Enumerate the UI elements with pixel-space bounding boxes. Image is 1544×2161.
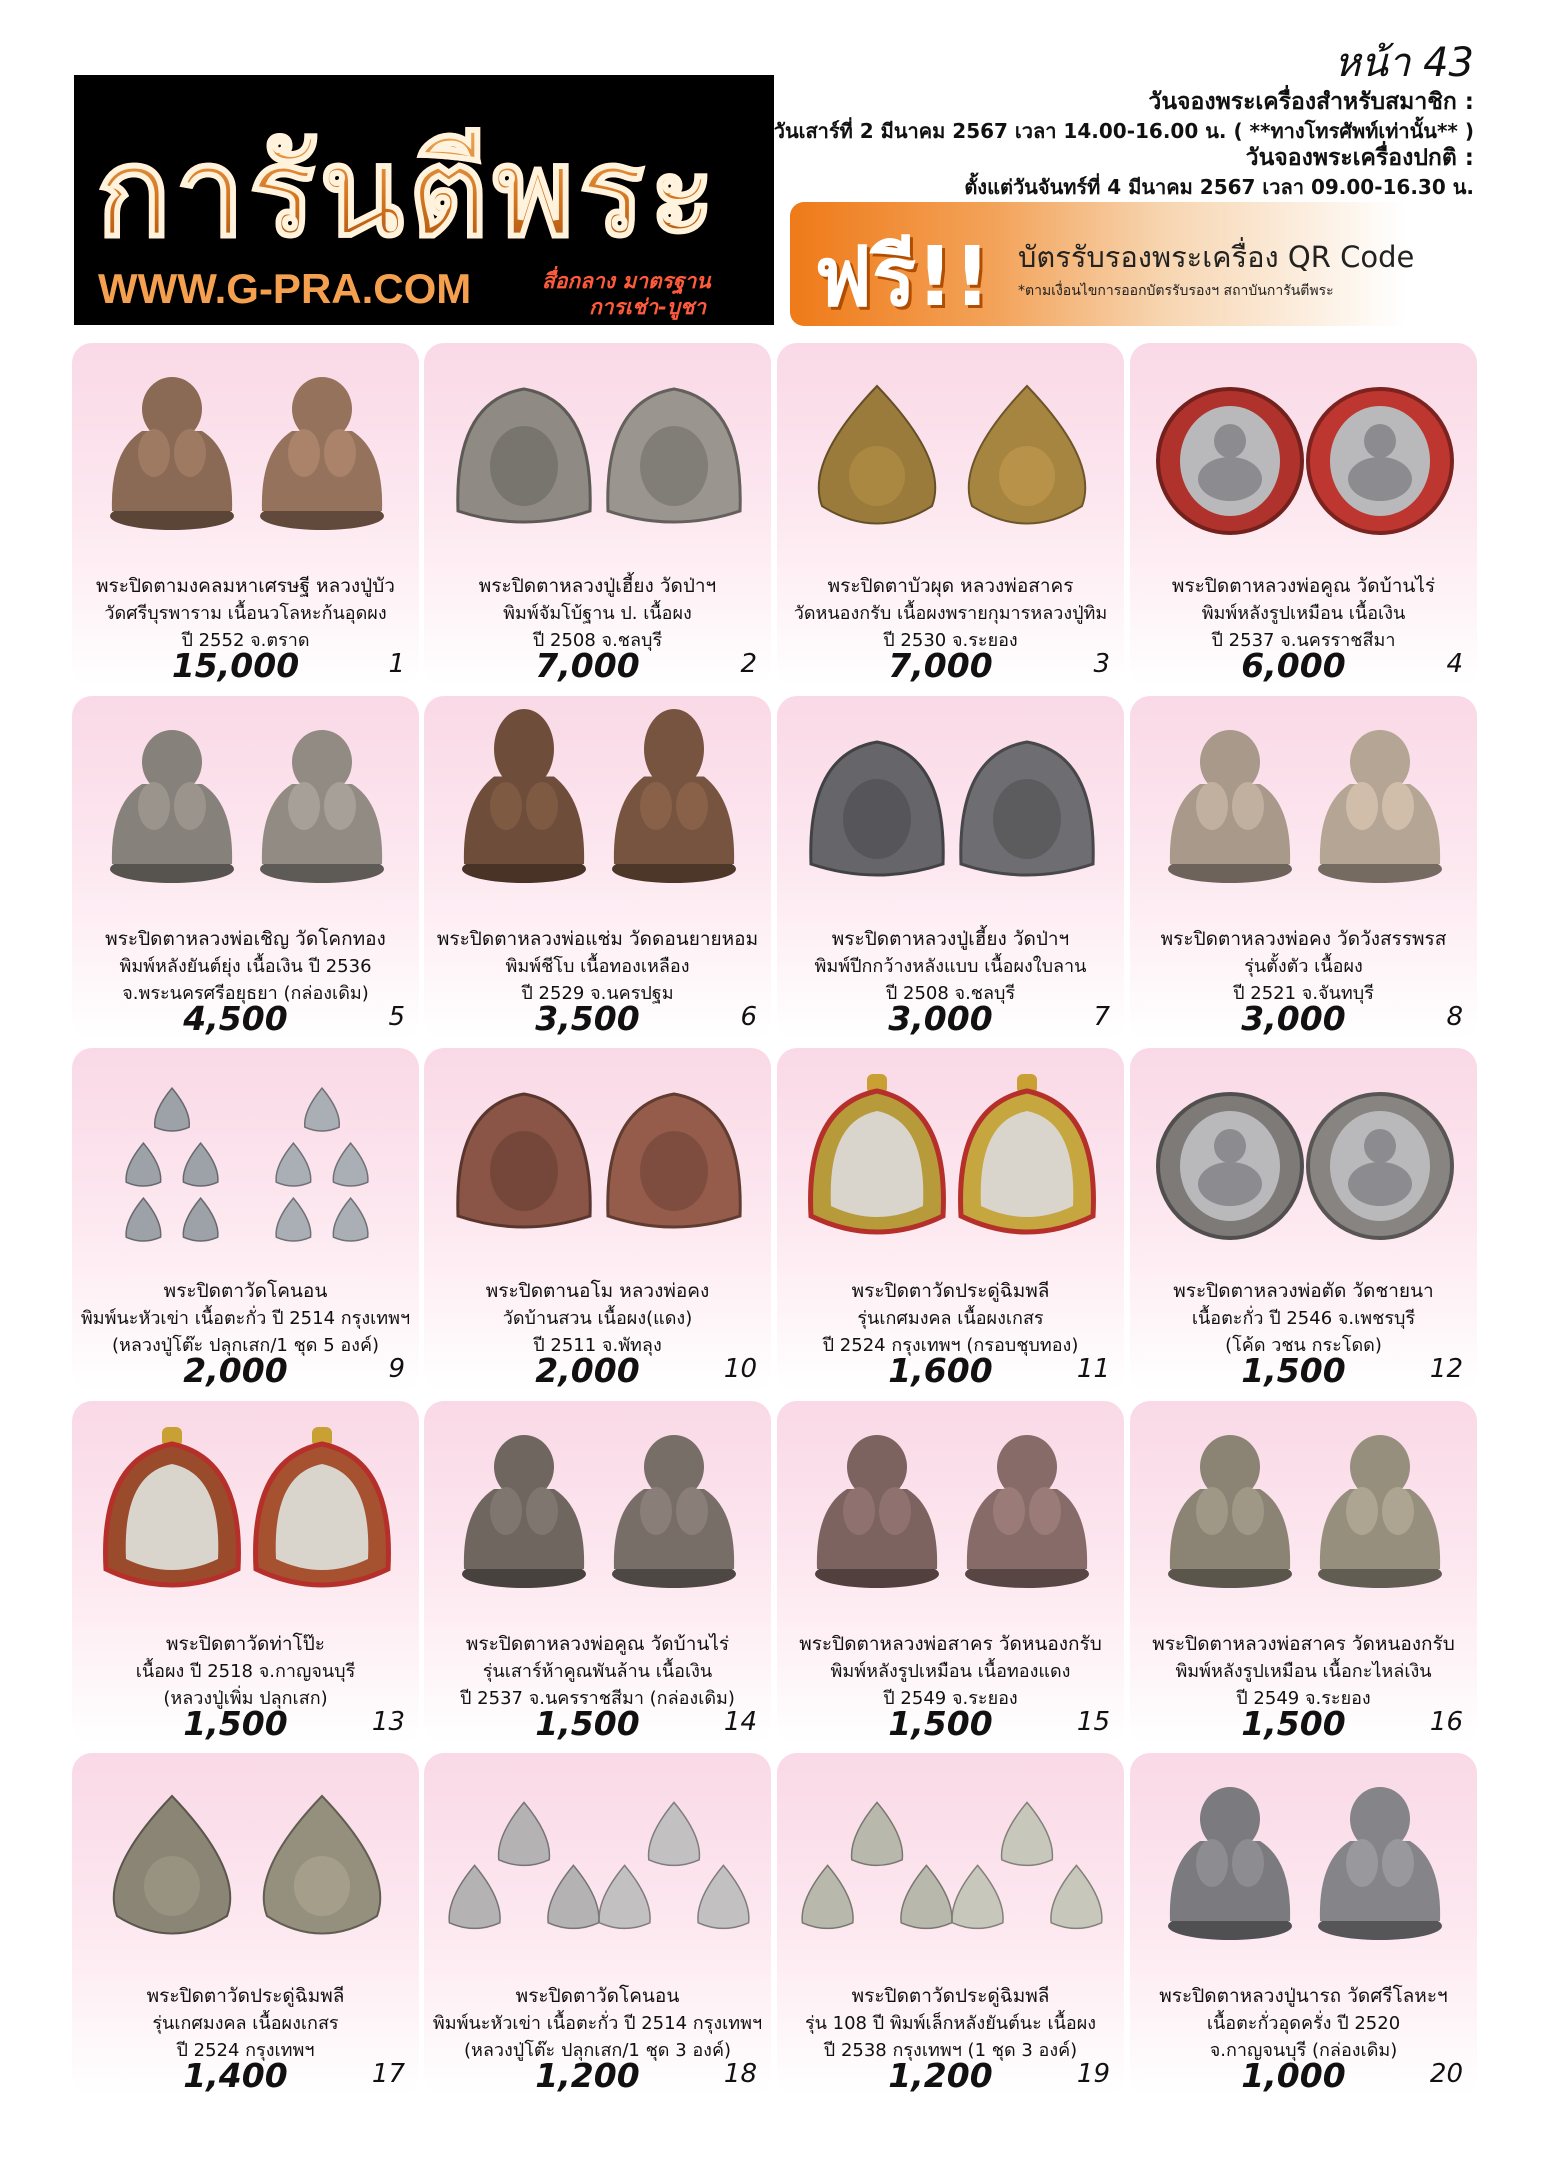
amulet-number: 12 bbox=[1429, 1354, 1463, 1384]
amulet-description-line: พระปิดตาหลวงพ่อแช่ม วัดดอนยายหอม bbox=[436, 928, 759, 950]
amulet-description-line: พระปิดตาวัดประดู่ฉิมพลี bbox=[851, 1985, 1050, 2007]
amulet-price: 1,400 bbox=[183, 2056, 288, 2095]
amulet-description-line: ปี 2552 จ.ตราด bbox=[181, 630, 310, 651]
amulet-description-line: ปี 2549 จ.ระยอง bbox=[883, 1688, 1018, 1709]
amulet-card bbox=[424, 696, 771, 1039]
amulet-price: 1,200 bbox=[535, 2056, 640, 2095]
amulet-description bbox=[428, 1631, 767, 1712]
amulet-description-line: พระปิดตาวัดโคนอน bbox=[163, 1280, 328, 1302]
amulet-description-line: ปี 2537 จ.นครราชสีมา bbox=[1211, 630, 1396, 651]
amulet-photo bbox=[424, 343, 771, 561]
normal-booking-time: ตั้งแต่วันจันทร์ที่ 4 มีนาคม 2567 เวลา 09.00-16.30 น. bbox=[964, 174, 1474, 199]
free-label: ฟรี!! bbox=[814, 230, 991, 325]
amulet-description-line: วัดหนองกรับ เนื้อผงพรายกุมารหลวงปู่ทิม bbox=[793, 603, 1108, 624]
amulet-number: 15 bbox=[1076, 1707, 1110, 1737]
amulet-description-line: ปี 2537 จ.นครราชสีมา (กล่องเดิม) bbox=[460, 1688, 735, 1709]
amulet-description-line: พระปิดตาบัวผุด หลวงพ่อสาคร bbox=[827, 575, 1074, 597]
amulet-price: 15,000 bbox=[171, 646, 300, 685]
banner-text: บัตรรับรองพระเครื่อง QR Code bbox=[1018, 240, 1415, 274]
amulet-card bbox=[72, 1401, 419, 1744]
amulet-photo bbox=[777, 1048, 1124, 1266]
amulet-card bbox=[424, 1401, 771, 1744]
amulet-description bbox=[428, 926, 767, 1007]
amulet-description-line: พระปิดตาวัดประดู่ฉิมพลี bbox=[146, 1985, 345, 2007]
brand-logo bbox=[74, 75, 774, 325]
amulet-description bbox=[1134, 573, 1473, 654]
amulet-card bbox=[72, 1048, 419, 1391]
amulet-description bbox=[1134, 1983, 1473, 2064]
amulet-description-line: ปี 2508 จ.ชลบุรี bbox=[532, 630, 663, 651]
amulet-price: 1,600 bbox=[888, 1351, 993, 1390]
amulet-photo bbox=[1130, 343, 1477, 561]
amulet-number: 11 bbox=[1076, 1354, 1110, 1384]
amulet-price: 7,000 bbox=[888, 646, 993, 685]
amulet-description-line: พระปิดตาหลวงพ่อสาคร วัดหนองกรับ bbox=[799, 1633, 1102, 1655]
amulet-card bbox=[777, 343, 1124, 686]
amulet-photo bbox=[72, 1048, 419, 1266]
amulet-description-line: พระปิดตานอโม หลวงพ่อคง bbox=[485, 1280, 710, 1302]
amulet-card bbox=[777, 1048, 1124, 1391]
amulet-price: 1,000 bbox=[1241, 2056, 1346, 2095]
booking-info bbox=[774, 88, 1474, 200]
amulet-price: 1,200 bbox=[888, 2056, 993, 2095]
amulet-card bbox=[72, 696, 419, 1039]
amulet-description bbox=[1134, 926, 1473, 1007]
amulet-card bbox=[1130, 1753, 1477, 2096]
amulet-description-line: พิมพ์หลังรูปเหมือน เนื้อเงิน bbox=[1201, 603, 1406, 624]
amulet-description-line: พระปิดตาวัดประดู่ฉิมพลี bbox=[851, 1280, 1050, 1302]
amulet-photo bbox=[72, 696, 419, 914]
amulet-number: 13 bbox=[371, 1707, 405, 1737]
amulet-price: 1,500 bbox=[183, 1704, 288, 1743]
amulet-price: 1,500 bbox=[535, 1704, 640, 1743]
amulet-card bbox=[72, 343, 419, 686]
amulet-price: 3,500 bbox=[535, 999, 640, 1038]
amulet-description bbox=[76, 573, 415, 654]
amulet-price: 4,500 bbox=[183, 999, 288, 1038]
amulet-description-line: รุ่น 108 ปี พิมพ์เล็กหลังยันต์นะ เนื้อผง bbox=[804, 2013, 1097, 2034]
amulet-card bbox=[424, 1048, 771, 1391]
amulet-number: 19 bbox=[1076, 2059, 1110, 2089]
amulet-description-line: ปี 2530 จ.ระยอง bbox=[883, 630, 1018, 651]
amulet-description bbox=[428, 1278, 767, 1359]
amulet-description-line: พิมพ์หลังรูปเหมือน เนื้อกะไหล่เงิน bbox=[1175, 1661, 1432, 1682]
amulet-card bbox=[424, 343, 771, 686]
amulet-card bbox=[72, 1753, 419, 2096]
amulet-number: 4 bbox=[1446, 649, 1463, 679]
free-certificate-banner bbox=[790, 202, 1474, 326]
amulet-description-line: ปี 2529 จ.นครปฐม bbox=[521, 983, 674, 1004]
amulet-description-line: เนื้อผง ปี 2518 จ.กาญจนบุรี bbox=[135, 1661, 356, 1682]
amulet-description-line: พระปิดตาหลวงปู่เฮี้ยง วัดป่าฯ bbox=[831, 928, 1070, 950]
amulet-description-line: พระปิดตาวัดโคนอน bbox=[515, 1985, 680, 2007]
amulet-description-line: ปี 2524 กรุงเทพฯ (กรอบชุบทอง) bbox=[822, 1335, 1079, 1356]
amulet-price: 1,500 bbox=[1241, 1704, 1346, 1743]
logo-tagline-1: สื่อกลาง มาตรฐาน bbox=[542, 269, 711, 293]
amulet-description-line: พระปิดตามงคลมหาเศรษฐี หลวงปู่บัว bbox=[96, 575, 395, 597]
amulet-description bbox=[76, 1983, 415, 2064]
amulet-description-line: (หลวงปู่เพิ่ม ปลุกเสก) bbox=[163, 1688, 328, 1709]
amulet-number: 10 bbox=[723, 1354, 757, 1384]
amulet-description-line: พิมพ์ปีกกว้างหลังแบบ เนื้อผงใบลาน bbox=[814, 956, 1087, 977]
amulet-photo bbox=[424, 1401, 771, 1619]
amulet-description-line: รุ่นตั้งตัว เนื้อผง bbox=[1244, 956, 1363, 977]
amulet-number: 3 bbox=[1093, 649, 1110, 679]
amulet-description-line: ปี 2511 จ.พัทลุง bbox=[533, 1335, 662, 1356]
amulet-description-line: พิมพ์หลังรูปเหมือน เนื้อทองแดง bbox=[830, 1661, 1071, 1682]
amulet-photo bbox=[777, 1401, 1124, 1619]
amulet-number: 9 bbox=[388, 1354, 405, 1384]
amulet-description-line: พระปิดตาหลวงพ่อตัด วัดชายนา bbox=[1173, 1280, 1434, 1302]
amulet-description-line: เนื้อตะกั่ว ปี 2546 จ.เพชรบุรี bbox=[1191, 1308, 1416, 1329]
amulet-number: 16 bbox=[1429, 1707, 1463, 1737]
amulet-photo bbox=[1130, 696, 1477, 914]
amulet-description-line: พระปิดตาหลวงพ่อคง วัดวังสรรพรส bbox=[1160, 928, 1447, 950]
amulet-description-line: ปี 2521 จ.จันทบุรี bbox=[1233, 983, 1374, 1004]
amulet-card bbox=[777, 1401, 1124, 1744]
amulet-price: 1,500 bbox=[1241, 1351, 1346, 1390]
amulet-card bbox=[1130, 696, 1477, 1039]
amulet-number: 5 bbox=[388, 1002, 405, 1032]
amulet-number: 18 bbox=[723, 2059, 757, 2089]
amulet-card bbox=[1130, 1048, 1477, 1391]
amulet-description bbox=[781, 1631, 1120, 1712]
amulet-description-line: พระปิดตาหลวงพ่อเชิญ วัดโคกทอง bbox=[105, 928, 386, 950]
amulet-description-line: (หลวงปู่โต๊ะ ปลุกเสก/1 ชุด 5 องค์) bbox=[111, 1335, 380, 1356]
amulet-number: 7 bbox=[1093, 1002, 1110, 1032]
amulet-number: 8 bbox=[1446, 1002, 1463, 1032]
amulet-card bbox=[1130, 343, 1477, 686]
amulet-description-line: พิมพ์นะหัวเข่า เนื้อตะกั่ว ปี 2514 กรุงเทพฯ bbox=[432, 2013, 763, 2034]
amulet-description-line: พิมพ์จัมโบ้ฐาน ป. เนื้อผง bbox=[503, 603, 692, 624]
amulet-price: 2,000 bbox=[183, 1351, 288, 1390]
amulet-photo bbox=[72, 343, 419, 561]
amulet-description-line: (โค้ด วชน กระโดด) bbox=[1225, 1335, 1382, 1356]
amulet-number: 14 bbox=[723, 1707, 757, 1737]
amulet-price: 6,000 bbox=[1241, 646, 1346, 685]
amulet-card bbox=[777, 1753, 1124, 2096]
amulet-description-line: วัดศรีบุรพาราม เนื้อนวโลหะก้นอุดผง bbox=[104, 603, 387, 624]
amulet-photo bbox=[424, 1753, 771, 1971]
amulet-card bbox=[424, 1753, 771, 2096]
amulet-description-line: พระปิดตาวัดท่าโป๊ะ bbox=[165, 1633, 325, 1655]
amulet-description-line: รุ่นเกศมงคล เนื้อผงเกสร bbox=[152, 2013, 339, 2034]
amulet-description bbox=[781, 926, 1120, 1007]
logo-tagline-2: การเช่า-บูชา bbox=[589, 295, 707, 319]
amulet-description-line: พระปิดตาหลวงปู่เฮี้ยง วัดป่าฯ bbox=[478, 575, 717, 597]
amulet-price: 1,500 bbox=[888, 1704, 993, 1743]
member-booking-time: วันเสาร์ที่ 2 มีนาคม 2567 เวลา 14.00-16.00 น. ( **ทางโทรศัพท์เท่านั้น** ) bbox=[773, 118, 1474, 143]
amulet-photo bbox=[72, 1753, 419, 1971]
amulet-photo bbox=[777, 696, 1124, 914]
amulet-photo bbox=[1130, 1753, 1477, 1971]
amulet-description bbox=[76, 1278, 415, 1359]
amulet-description-line: พระปิดตาหลวงพ่อคูณ วัดบ้านไร่ bbox=[465, 1633, 730, 1655]
amulet-photo bbox=[777, 343, 1124, 561]
amulet-price: 7,000 bbox=[535, 646, 640, 685]
amulet-number: 20 bbox=[1429, 2059, 1463, 2089]
amulet-grid bbox=[72, 343, 1476, 2149]
amulet-description-line: พระปิดตาหลวงพ่อคูณ วัดบ้านไร่ bbox=[1171, 575, 1436, 597]
page-number: หน้า 43 bbox=[1334, 40, 1474, 86]
amulet-description bbox=[428, 1983, 767, 2064]
amulet-description-line: รุ่นเกศมงคล เนื้อผงเกสร bbox=[857, 1308, 1044, 1329]
amulet-price: 3,000 bbox=[888, 999, 993, 1038]
amulet-description bbox=[1134, 1631, 1473, 1712]
amulet-description bbox=[76, 926, 415, 1007]
amulet-price: 3,000 bbox=[1241, 999, 1346, 1038]
logo-url: WWW.G-PRA.COM bbox=[98, 265, 472, 312]
amulet-number: 17 bbox=[371, 2059, 405, 2089]
amulet-photo bbox=[1130, 1048, 1477, 1266]
amulet-card bbox=[1130, 1401, 1477, 1744]
amulet-card bbox=[777, 696, 1124, 1039]
amulet-description-line: จ.พระนครศรีอยุธยา (กล่องเดิม) bbox=[122, 983, 369, 1004]
amulet-description bbox=[1134, 1278, 1473, 1359]
amulet-description bbox=[781, 1278, 1120, 1359]
amulet-description-line: (หลวงปู่โต๊ะ ปลุกเสก/1 ชุด 3 องค์) bbox=[463, 2040, 732, 2061]
amulet-photo bbox=[777, 1753, 1124, 1971]
amulet-description-line: ปี 2549 จ.ระยอง bbox=[1236, 1688, 1371, 1709]
amulet-description-line: เนื้อตะกั่วอุดครั่ง ปี 2520 bbox=[1206, 2013, 1401, 2034]
amulet-photo bbox=[424, 1048, 771, 1266]
banner-note: *ตามเงื่อนไขการออกบัตรรับรองฯ สถาบันการันตีพระ bbox=[1018, 283, 1334, 299]
amulet-description bbox=[428, 573, 767, 654]
amulet-photo bbox=[72, 1401, 419, 1619]
amulet-description-line: พระปิดตาหลวงพ่อสาคร วัดหนองกรับ bbox=[1152, 1633, 1455, 1655]
amulet-description bbox=[781, 573, 1120, 654]
amulet-description-line: วัดบ้านสวน เนื้อผง(แดง) bbox=[502, 1308, 693, 1329]
amulet-description bbox=[76, 1631, 415, 1712]
amulet-photo bbox=[1130, 1401, 1477, 1619]
amulet-number: 1 bbox=[388, 649, 405, 679]
amulet-number: 2 bbox=[740, 649, 757, 679]
amulet-photo bbox=[424, 696, 771, 914]
amulet-description-line: พิมพ์นะหัวเข่า เนื้อตะกั่ว ปี 2514 กรุงเทพฯ bbox=[80, 1308, 411, 1329]
amulet-description bbox=[781, 1983, 1120, 2064]
amulet-description-line: พิมพ์หลังยันต์ยุ่ง เนื้อเงิน ปี 2536 bbox=[119, 956, 372, 977]
amulet-number: 6 bbox=[740, 1002, 757, 1032]
amulet-description-line: ปี 2538 กรุงเทพฯ (1 ชุด 3 องค์) bbox=[823, 2040, 1078, 2061]
amulet-price: 2,000 bbox=[535, 1351, 640, 1390]
normal-booking-heading: วันจองพระเครื่องปกติ : bbox=[1245, 144, 1474, 171]
logo-title: การันตีพระ bbox=[96, 93, 720, 290]
amulet-description-line: จ.กาญจนบุรี (กล่องเดิม) bbox=[1209, 2040, 1398, 2061]
amulet-description-line: ปี 2524 กรุงเทพฯ bbox=[176, 2040, 315, 2061]
member-booking-heading: วันจองพระเครื่องสำหรับสมาชิก : bbox=[1148, 89, 1474, 115]
amulet-description-line: รุ่นเสาร์ห้าคูณพันล้าน เนื้อเงิน bbox=[482, 1661, 713, 1682]
amulet-description-line: พิมพ์ชีโบ เนื้อทองเหลือง bbox=[505, 956, 690, 977]
amulet-description-line: ปี 2508 จ.ชลบุรี bbox=[885, 983, 1016, 1004]
amulet-description-line: พระปิดตาหลวงปู่นารถ วัดศรีโลหะฯ bbox=[1159, 1985, 1448, 2007]
